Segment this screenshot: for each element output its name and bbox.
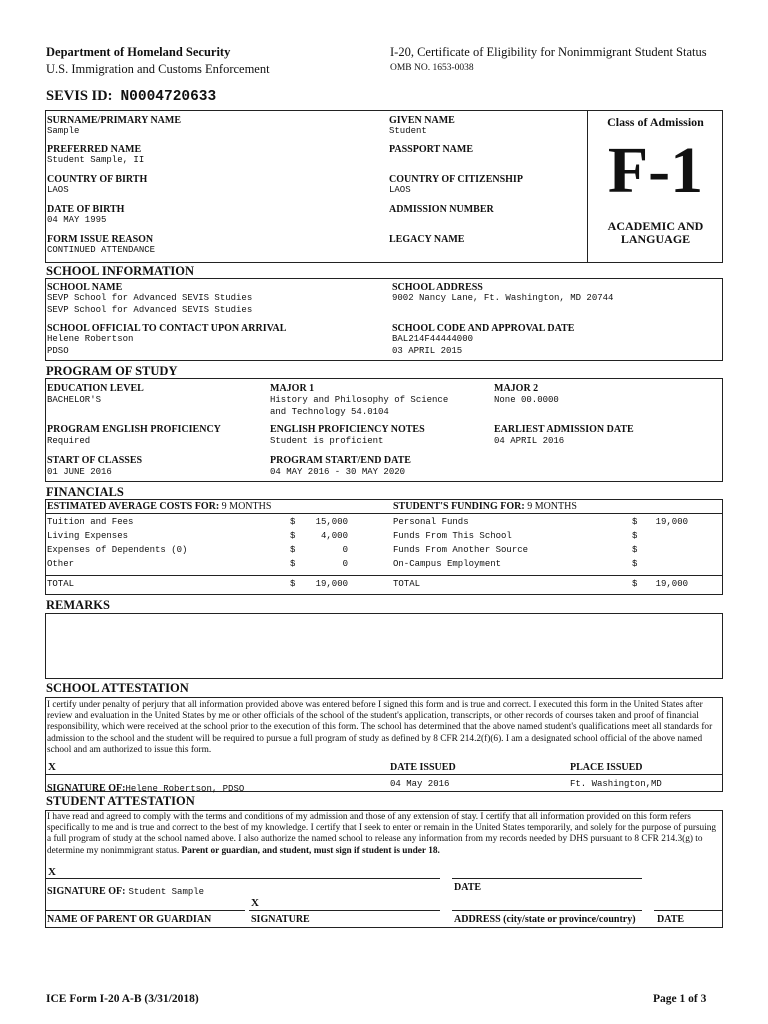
school-code-label: SCHOOL CODE AND APPROVAL DATE	[392, 323, 575, 334]
parent-address-rule	[452, 910, 642, 911]
student-signature	[47, 881, 204, 899]
preferred-label: PREFERRED NAME	[47, 144, 142, 155]
program-section-title: PROGRAM OF STUDY	[46, 364, 178, 378]
funding-total-cur: $	[632, 579, 638, 589]
omb-number: OMB NO. 1653-0038	[390, 63, 474, 73]
major1-label: MAJOR 1	[270, 383, 315, 394]
form-title: I-20, Certificate of Eligibility for Nonimmigrant Student Status	[390, 45, 707, 59]
cost-row-amount: 0	[342, 559, 348, 569]
school-sig-rule	[45, 774, 723, 775]
cost-row-amount: 0	[342, 545, 348, 555]
agency-name: U.S. Immigration and Customs Enforcement	[46, 62, 270, 76]
student-sig-value: Student Sample	[128, 887, 205, 897]
school-address-label: SCHOOL ADDRESS	[392, 282, 483, 293]
surname-label: SURNAME/PRIMARY NAME	[47, 115, 181, 126]
school-code: BAL214F44444000	[392, 334, 474, 344]
school-sig-label: SIGNATURE OF:	[47, 783, 126, 794]
earliest-value: 04 APRIL 2016	[494, 436, 565, 446]
remarks-box	[45, 613, 723, 679]
financials-section-title: FINANCIALS	[46, 485, 124, 499]
funding-row-cur: $	[632, 559, 638, 569]
costs-total-amount: 19,000	[315, 579, 348, 589]
student-sig-label: SIGNATURE OF:	[47, 886, 126, 897]
sevis-label: SEVIS ID:	[46, 88, 113, 104]
surname-value: Sample	[47, 126, 80, 136]
student-attestation-bold: Parent or guardian, and student, must sign if student is under 18.	[181, 845, 440, 856]
coc-label: COUNTRY OF CITIZENSHIP	[389, 174, 523, 185]
place-issued: Ft. Washington,MD	[570, 779, 662, 789]
major2-value: None 00.0000	[494, 395, 559, 405]
parent-name-rule	[45, 910, 245, 911]
funding-row-cur: $	[632, 545, 638, 555]
parent-sig-rule	[249, 910, 440, 911]
major1-b: and Technology 54.0104	[270, 407, 389, 417]
financials-total-rule	[45, 575, 723, 576]
student-date-rule	[452, 878, 642, 879]
cob-label: COUNTRY OF BIRTH	[47, 174, 148, 185]
date-issued: 04 May 2016	[390, 779, 450, 789]
funding-row-label: Funds From This School	[393, 531, 512, 541]
cost-row-label: Tuition and Fees	[47, 517, 134, 527]
cost-row-cur: $	[290, 545, 296, 555]
start-label: START OF CLASSES	[47, 455, 143, 466]
parent-date-label: DATE	[657, 914, 685, 925]
dept-name: Department of Homeland Security	[46, 45, 231, 59]
footer-form-id: ICE Form I-20 A-B (3/31/2018)	[46, 993, 199, 1005]
parent-sig-x: X	[251, 897, 259, 909]
funding-row-cur: $	[632, 517, 638, 527]
passport-label: PASSPORT NAME	[389, 144, 474, 155]
funding-row-label: Funds From Another Source	[393, 545, 529, 555]
sevis-value: N0004720633	[120, 89, 217, 105]
school-sig-x: X	[48, 761, 56, 773]
date-issued-label: DATE ISSUED	[390, 762, 456, 773]
parent-date-rule	[654, 910, 723, 911]
costs-period: 9 MONTHS	[219, 501, 272, 512]
edu-label: EDUCATION LEVEL	[47, 383, 144, 394]
parent-name-label: NAME OF PARENT OR GUARDIAN	[47, 914, 212, 925]
cost-row-label: Living Expenses	[47, 531, 129, 541]
class-admission-code: F-1	[607, 134, 704, 207]
student-sig-rule	[45, 878, 440, 879]
costs-header	[47, 501, 271, 512]
class-desc-2: LANGUAGE	[620, 232, 691, 246]
remarks-text	[46, 614, 722, 622]
student-sig-x: X	[48, 866, 56, 878]
sevis-id	[46, 87, 216, 105]
class-desc-1: ACADEMIC AND	[607, 219, 704, 233]
parent-address-label: ADDRESS (city/state or province/country)	[454, 914, 636, 925]
funding-row-amount: 19,000	[655, 517, 688, 527]
place-issued-label: PLACE ISSUED	[570, 762, 643, 773]
school-address: 9002 Nancy Lane, Ft. Washington, MD 20744	[392, 293, 614, 303]
funding-total-amount: 19,000	[655, 579, 688, 589]
major1-a: History and Philosophy of Science	[270, 395, 449, 405]
given-label: GIVEN NAME	[389, 115, 455, 126]
dob-value: 04 MAY 1995	[47, 215, 107, 225]
eng-value: Required	[47, 436, 91, 446]
school-name-label: SCHOOL NAME	[47, 282, 123, 293]
official-title: PDSO	[47, 346, 69, 356]
school-name-2: SEVP School for Advanced SEVIS Studies	[47, 305, 253, 315]
dates-label: PROGRAM START/END DATE	[270, 455, 411, 466]
funding-row-label: On-Campus Employment	[393, 559, 502, 569]
costs-total-cur: $	[290, 579, 296, 589]
funding-period: 9 MONTHS	[524, 501, 577, 512]
student-date-label: DATE	[454, 882, 482, 893]
student-attestation-title: STUDENT ATTESTATION	[46, 794, 195, 808]
official-name: Helene Robertson	[47, 334, 134, 344]
cost-row-cur: $	[290, 531, 296, 541]
parent-signature-label: SIGNATURE	[251, 914, 310, 925]
cost-row-cur: $	[290, 517, 296, 527]
approval-date: 03 APRIL 2015	[392, 346, 463, 356]
school-section-title: SCHOOL INFORMATION	[46, 264, 195, 278]
reason-value: CONTINUED ATTENDANCE	[47, 245, 156, 255]
school-attestation-title: SCHOOL ATTESTATION	[46, 681, 189, 695]
school-sig-value: Helene Robertson, PDSO	[125, 784, 245, 794]
cost-row-amount: 15,000	[315, 517, 348, 527]
funding-total-label: TOTAL	[393, 579, 421, 589]
major2-label: MAJOR 2	[494, 383, 539, 394]
funding-label: STUDENT'S FUNDING FOR:	[393, 501, 525, 512]
coc-value: LAOS	[389, 185, 411, 195]
edu-value: BACHELOR'S	[47, 395, 102, 405]
class-admission-title: Class of Admission	[607, 115, 704, 129]
funding-header	[393, 501, 577, 512]
preferred-value: Student Sample, II	[47, 155, 145, 165]
cost-row-amount: 4,000	[320, 531, 348, 541]
school-info-box	[45, 278, 723, 361]
school-name-1: SEVP School for Advanced SEVIS Studies	[47, 293, 253, 303]
reason-label: FORM ISSUE REASON	[47, 234, 154, 245]
start-value: 01 JUNE 2016	[47, 467, 112, 477]
student-attestation-body: I have read and agreed to comply with the terms and conditions of my admission and those of any extension of stay. I certify that all information provided on this form refers specifically to me and is true and correct to the best of my knowledge. I certify that I seek to enter or remain in the United States temporarily, and solely for the purpose of pursuing a full program of study at the school named above. I also authorize the named school to release any information from my records needed by DHS pursuant to 8 CFR 214.3(g) to determine my nonimmigrant status.	[47, 812, 717, 856]
financials-header-rule	[45, 513, 723, 514]
cob-value: LAOS	[47, 185, 69, 195]
school-attestation-text: I certify under penalty of perjury that all information provided above was entered before I signed this form and is true and correct. I executed this form in the United States after review and evaluation in the United States by me or other officials of the school of the student's application, transcripts, or other records of courses taken and proof of financial responsibility, which were received at the school prior to the execution of this form. The school has determined that the above named student's qualifications meet all standards for admission to the school and the student will be required to pursue a full program of study as defined by 8 CFR 214.2(f)(6). I am a designated school official of the above named school and am authorized to issue this form.	[47, 700, 713, 755]
notes-label: ENGLISH PROFICIENCY NOTES	[270, 424, 425, 435]
given-value: Student	[389, 126, 427, 136]
admission-label: ADMISSION NUMBER	[389, 204, 494, 215]
funding-row-cur: $	[632, 531, 638, 541]
costs-label: ESTIMATED AVERAGE COSTS FOR:	[47, 501, 220, 512]
remarks-section-title: REMARKS	[46, 598, 110, 612]
eng-label: PROGRAM ENGLISH PROFICIENCY	[47, 424, 221, 435]
legacy-label: LEGACY NAME	[389, 234, 465, 245]
cost-row-label: Expenses of Dependents (0)	[47, 545, 188, 555]
dob-label: DATE OF BIRTH	[47, 204, 125, 215]
costs-total-label: TOTAL	[47, 579, 75, 589]
funding-row-label: Personal Funds	[393, 517, 469, 527]
student-attestation-text	[47, 812, 721, 857]
notes-value: Student is proficient	[270, 436, 384, 446]
dates-value: 04 MAY 2016 - 30 MAY 2020	[270, 467, 406, 477]
earliest-label: EARLIEST ADMISSION DATE	[494, 424, 634, 435]
footer-page-number: Page 1 of 3	[653, 993, 707, 1005]
official-label: SCHOOL OFFICIAL TO CONTACT UPON ARRIVAL	[47, 323, 287, 334]
cost-row-cur: $	[290, 559, 296, 569]
cost-row-label: Other	[47, 559, 75, 569]
